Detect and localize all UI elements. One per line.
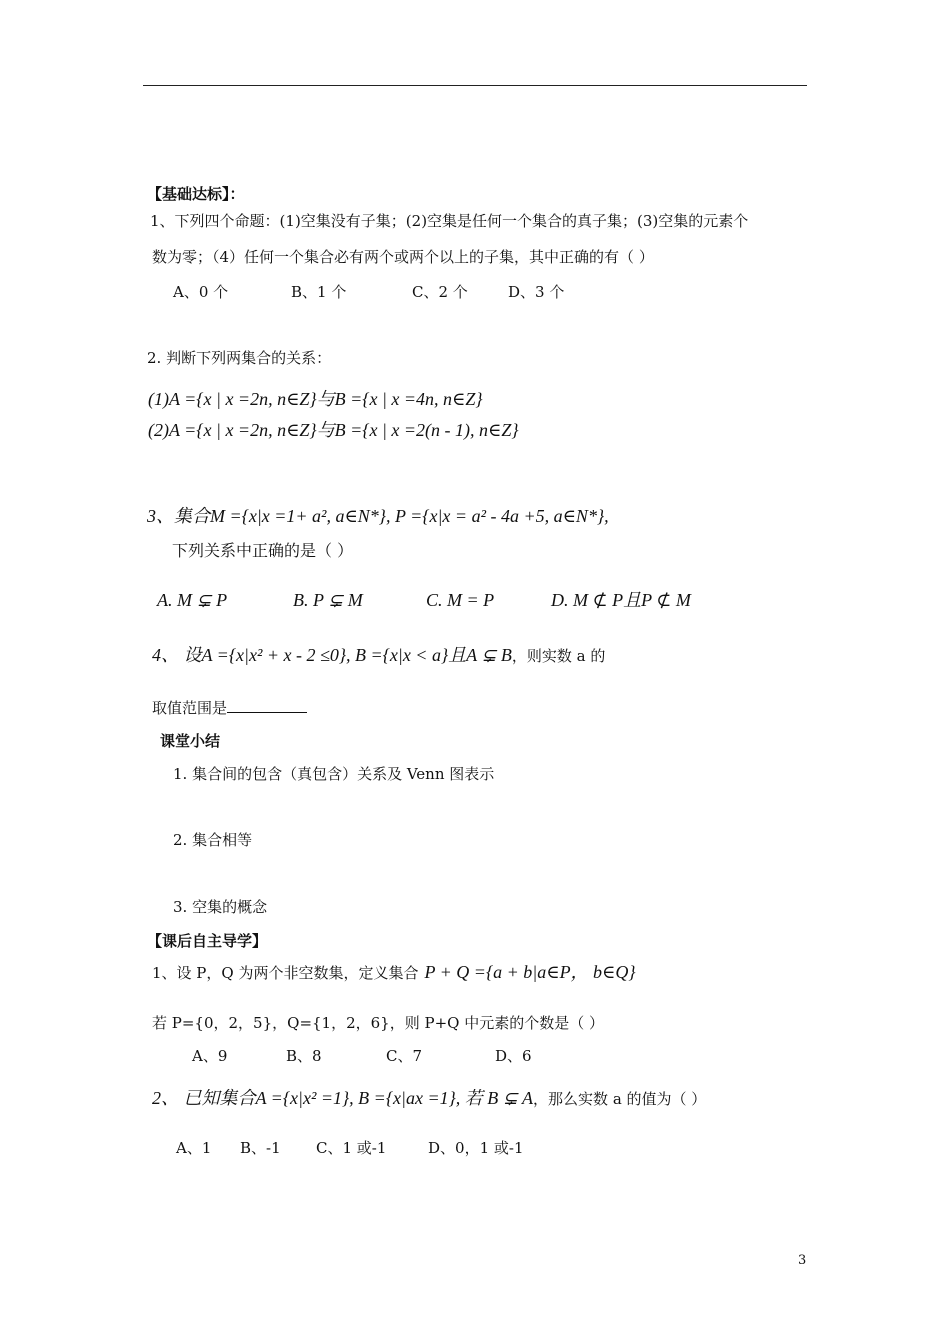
q1-line1: 1、下列四个命题：(1)空集没有子集；(2)空集是任何一个集合的真子集；(3)空集的元素个 bbox=[150, 212, 749, 230]
after-q1-option-d: D、6 bbox=[495, 1047, 532, 1065]
after-q1-math: P + Q ={a + b|a∈P， b∈Q} bbox=[424, 962, 636, 982]
q4-range-label: 取值范围是 bbox=[152, 699, 228, 717]
q4-line2 bbox=[152, 698, 307, 718]
q3-line1: 3、集合M ={x|x =1+ a², a∈N*}, P ={x|x = a² - 4a +5, a∈N*}, bbox=[147, 506, 609, 526]
q3-option-d: D. M ⊄ P且P ⊄ M bbox=[551, 590, 691, 610]
q4-line1 bbox=[152, 644, 605, 666]
q1-option-b: B、1 个 bbox=[291, 283, 347, 301]
q3-option-b: B. P ⊊ M bbox=[293, 590, 363, 610]
after-q1-option-a: A、9 bbox=[192, 1047, 228, 1065]
after-q1-text: 1、设 P，Q 为两个非空数集，定义集合 bbox=[152, 964, 419, 982]
q1-option-c: C、2 个 bbox=[412, 283, 468, 301]
after-q2-tail: ，那么实数 a 的值为（ ） bbox=[533, 1090, 707, 1108]
section-basic-title: 【基础达标】： bbox=[147, 185, 245, 203]
summary-item-3: 3. 空集的概念 bbox=[173, 898, 268, 916]
q4-tail: ，则实数 a 的 bbox=[511, 647, 606, 665]
q3-option-a: A. M ⊊ P bbox=[157, 590, 228, 610]
answer-blank bbox=[227, 698, 307, 713]
summary-item-1: 1. 集合间的包含（真包含）关系及 Venn 图表示 bbox=[173, 765, 495, 783]
after-q2-option-a: A、1 bbox=[176, 1139, 212, 1157]
q3-option-c: C. M = P bbox=[426, 590, 495, 610]
header-rule bbox=[143, 85, 807, 86]
after-q2-option-d: D、0，1 或-1 bbox=[428, 1139, 524, 1157]
page-number: 3 bbox=[798, 1253, 807, 1268]
q1-option-d: D、3 个 bbox=[508, 283, 565, 301]
after-q1-line2: 若 P={0，2，5}，Q={1，2，6}，则 P+Q 中元素的个数是（ ） bbox=[152, 1014, 604, 1032]
after-q1-line1 bbox=[152, 961, 636, 983]
q3-line2: 下列关系中正确的是（ ） bbox=[172, 541, 354, 560]
after-q2-line1 bbox=[152, 1087, 706, 1109]
q4-math: 4、 设A ={x|x² + x - 2 ≤0}, B ={x|x < a}且A ⊊ B bbox=[152, 645, 512, 665]
q2-line2: (2)A ={x | x =2n, n∈Z}与B ={x | x =2(n - 1), n∈Z} bbox=[148, 420, 519, 440]
summary-item-2: 2. 集合相等 bbox=[173, 831, 253, 849]
q1-option-a: A、0 个 bbox=[173, 283, 229, 301]
after-q1-option-c: C、7 bbox=[386, 1047, 423, 1065]
q2-prompt: 2. 判断下列两集合的关系： bbox=[147, 349, 332, 367]
q2-line1: (1)A ={x | x =2n, n∈Z}与B ={x | x =4n, n∈Z} bbox=[148, 389, 483, 409]
after-q2-option-b: B、-1 bbox=[240, 1139, 281, 1157]
after-q2-math: 2、 已知集合A ={x|x² =1}, B ={x|ax =1}, 若 B ⊊ A bbox=[152, 1088, 534, 1108]
summary-title: 课堂小结 bbox=[160, 732, 221, 750]
after-q1-option-b: B、8 bbox=[286, 1047, 322, 1065]
section-after-title: 【课后自主导学】 bbox=[147, 932, 268, 950]
q1-line2: 数为零；（4）任何一个集合必有两个或两个以上的子集，其中正确的有（ ） bbox=[152, 248, 654, 266]
after-q2-option-c: C、1 或-1 bbox=[316, 1139, 387, 1157]
